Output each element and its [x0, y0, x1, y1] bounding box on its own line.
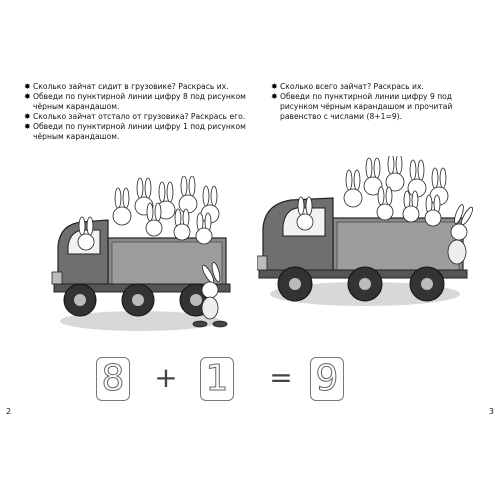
equals-sign: = [269, 361, 293, 394]
star-bullet-icon: ✸ [271, 82, 278, 91]
star-bullet-icon: ✸ [24, 92, 31, 101]
task-text: Сколько зайчат сидит в грузовике? Раскрась их. [33, 82, 229, 91]
task-item [271, 92, 471, 122]
right-task-list [271, 82, 471, 122]
task-text: Обведи по пунктирной линии цифру 9 под рисунком чёрным карандашом и прочитай равенство с числами (8+1=9). [280, 92, 453, 121]
trace-digit-box[interactable] [96, 357, 130, 401]
dotted-digit: 1 [205, 358, 229, 399]
trace-digit-box[interactable] [200, 357, 234, 401]
left-task-list [24, 82, 246, 142]
equation-row [96, 357, 386, 405]
truck-with-all-bunnies-illustration [257, 156, 479, 316]
task-item [24, 92, 246, 112]
task-text: Обведи по пунктирной линии цифру 1 под рисунком чёрным карандашом. [33, 122, 246, 141]
dotted-digit: 9 [315, 358, 339, 399]
task-item [24, 112, 246, 122]
trace-digit-box[interactable] [310, 357, 344, 401]
star-bullet-icon: ✸ [271, 92, 278, 101]
truck-with-bunnies-illustration [50, 176, 240, 346]
star-bullet-icon: ✸ [24, 82, 31, 91]
star-bullet-icon: ✸ [24, 112, 31, 121]
plus-sign: + [154, 361, 178, 394]
task-text: Обведи по пунктирной линии цифру 8 под рисунком чёрным карандашом. [33, 92, 246, 111]
task-item [24, 82, 246, 92]
task-text: Сколько зайчат отстало от грузовика? Раскрась его. [33, 112, 246, 121]
right-page [250, 0, 500, 500]
task-item [24, 122, 246, 142]
page-number: 2 [6, 407, 12, 416]
page-number: 3 [488, 407, 494, 416]
dotted-digit: 8 [101, 358, 125, 399]
task-item [271, 82, 471, 92]
task-text: Сколько всего зайчат? Раскрась их. [280, 82, 424, 91]
star-bullet-icon: ✸ [24, 122, 31, 131]
